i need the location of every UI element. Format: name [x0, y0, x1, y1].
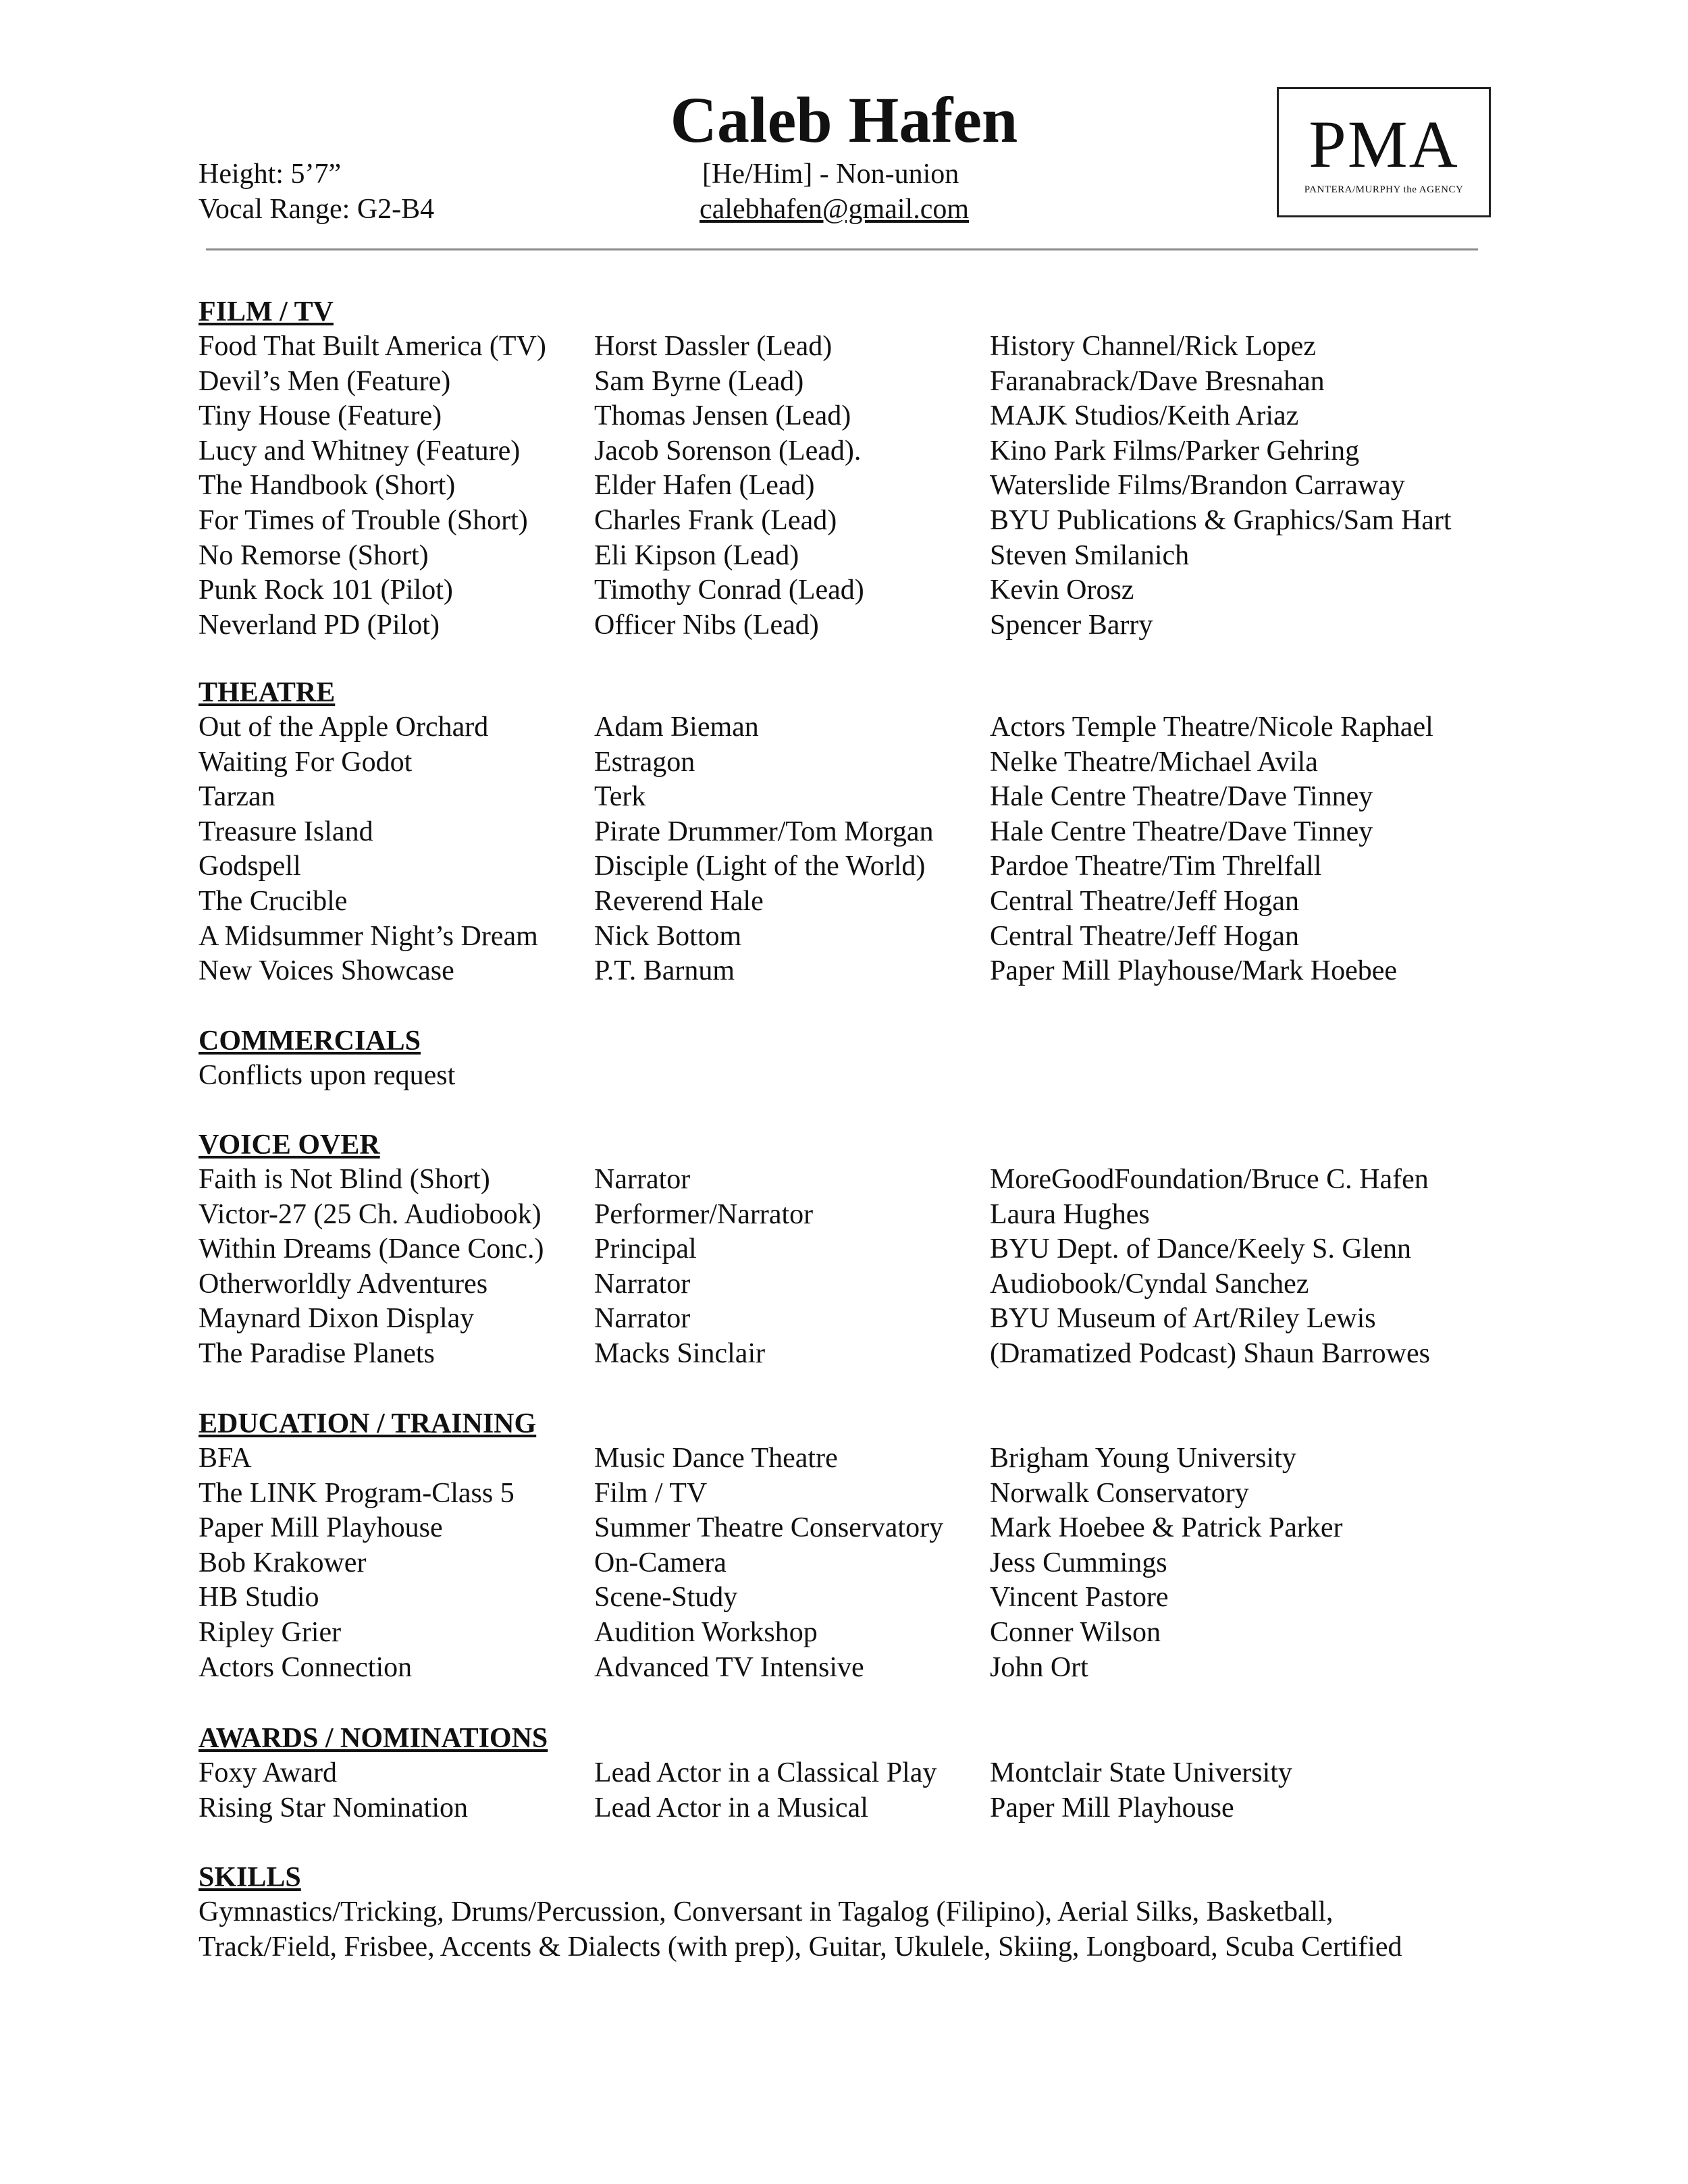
credit-company: Actors Temple Theatre/Nicole Raphael	[990, 712, 1433, 743]
credit-row	[199, 504, 1503, 539]
credit-row	[199, 608, 1503, 643]
credit-row	[199, 365, 1503, 400]
actor-name: Caleb Hafen	[670, 84, 1018, 156]
credit-role: Thomas Jensen (Lead)	[594, 400, 851, 432]
credit-title: Foxy Award	[199, 1757, 337, 1788]
credit-row	[199, 884, 1503, 920]
credit-role: Estragon	[594, 746, 695, 778]
credit-row	[199, 849, 1503, 884]
credit-company: John Ort	[990, 1651, 1088, 1683]
agency-logo-subtitle: PANTERA/MURPHY the AGENCY	[1304, 184, 1464, 195]
credit-role: Charles Frank (Lead)	[594, 504, 837, 536]
credit-role: Summer Theatre Conservatory	[594, 1512, 944, 1544]
credit-title: Godspell	[199, 851, 301, 882]
credit-company: Central Theatre/Jeff Hogan	[990, 885, 1299, 917]
credit-row	[199, 1198, 1503, 1233]
credit-company: Spencer Barry	[990, 609, 1153, 641]
height-info: Height: 5’7”	[199, 159, 342, 190]
pronouns-union-info: [He/Him] - Non-union	[702, 159, 959, 190]
credit-list	[199, 1441, 1503, 1685]
credit-list	[199, 710, 1503, 989]
credit-row	[199, 469, 1503, 504]
credit-company: Audiobook/Cyndal Sanchez	[990, 1268, 1309, 1300]
credit-role: Lead Actor in a Musical	[594, 1792, 868, 1823]
credit-company: Kino Park Films/Parker Gehring	[990, 435, 1360, 467]
credit-list	[199, 1163, 1503, 1372]
credit-list	[199, 1756, 1503, 1826]
credit-row	[199, 434, 1503, 469]
credit-company: Paper Mill Playhouse	[990, 1792, 1234, 1823]
credit-row	[199, 954, 1503, 989]
credit-row	[199, 399, 1503, 434]
section-theatre	[199, 675, 1503, 989]
credit-title: Otherworldly Adventures	[199, 1268, 488, 1300]
credit-role: Adam Bieman	[594, 712, 759, 743]
credit-row	[199, 329, 1503, 365]
credit-role: Officer Nibs (Lead)	[594, 609, 819, 641]
credit-title: Out of the Apple Orchard	[199, 712, 489, 743]
credit-role: Horst Dassler (Lead)	[594, 331, 833, 362]
credit-row	[199, 1337, 1503, 1372]
credit-title: The Handbook (Short)	[199, 470, 456, 502]
credit-title: Devil’s Men (Feature)	[199, 365, 451, 397]
credit-row	[199, 1546, 1503, 1581]
section-title: THEATRE	[199, 677, 336, 708]
section-title: FILM / TV	[199, 296, 334, 327]
commercials-note: Conflicts upon request	[199, 1060, 456, 1091]
credit-role: Lead Actor in a Classical Play	[594, 1757, 937, 1788]
credit-title: The Crucible	[199, 885, 348, 917]
credit-company: BYU Dept. of Dance/Keely S. Glenn	[990, 1233, 1412, 1265]
credit-company: BYU Museum of Art/Riley Lewis	[990, 1303, 1376, 1335]
credit-role: Macks Sinclair	[594, 1337, 766, 1369]
credit-title: Bob Krakower	[199, 1547, 367, 1578]
credit-company: Vincent Pastore	[990, 1582, 1169, 1614]
credit-title: The Paradise Planets	[199, 1337, 435, 1369]
agency-logo	[1277, 87, 1491, 217]
section-title: SKILLS	[199, 1862, 301, 1893]
skills-line: Gymnastics/Tricking, Drums/Percussion, Conversant in Tagalog (Filipino), Aerial Silks, Basketball,	[199, 1896, 1334, 1927]
credit-title: Victor-27 (25 Ch. Audiobook)	[199, 1198, 542, 1230]
credit-company: Central Theatre/Jeff Hogan	[990, 920, 1299, 952]
credit-title: Treasure Island	[199, 816, 373, 847]
credit-role: Narrator	[594, 1164, 691, 1195]
credit-role: Sam Byrne (Lead)	[594, 365, 804, 397]
credit-title: Rising Star Nomination	[199, 1792, 468, 1823]
credit-row	[199, 1441, 1503, 1476]
credit-title: Faith is Not Blind (Short)	[199, 1164, 490, 1195]
credit-role: P.T. Barnum	[594, 955, 735, 987]
credit-row	[199, 1791, 1503, 1826]
credit-role: Advanced TV Intensive	[594, 1651, 864, 1683]
credit-title: HB Studio	[199, 1582, 319, 1614]
section-voice-over	[199, 1127, 1503, 1372]
credit-title: BFA	[199, 1443, 252, 1474]
credit-company: Nelke Theatre/Michael Avila	[990, 746, 1318, 778]
credit-company: Montclair State University	[990, 1757, 1292, 1788]
credit-role: Pirate Drummer/Tom Morgan	[594, 816, 934, 847]
credit-row	[199, 573, 1503, 608]
credit-company: Conner Wilson	[990, 1616, 1161, 1648]
credit-row	[199, 1476, 1503, 1512]
skills-line: Track/Field, Frisbee, Accents & Dialects (with prep), Guitar, Ukulele, Skiing, Longboard, Scuba Certified	[199, 1931, 1402, 1963]
section-title: COMMERCIALS	[199, 1026, 421, 1057]
section-awards	[199, 1721, 1503, 1826]
credit-company: Paper Mill Playhouse/Mark Hoebee	[990, 955, 1398, 987]
credit-company: Brigham Young University	[990, 1443, 1296, 1474]
credit-role: Terk	[594, 781, 646, 813]
credit-role: Scene-Study	[594, 1582, 738, 1614]
credit-row	[199, 539, 1503, 574]
section-title: VOICE OVER	[199, 1129, 380, 1161]
section-film-tv	[199, 294, 1503, 643]
credit-role: On-Camera	[594, 1547, 727, 1578]
credit-row	[199, 710, 1503, 745]
credit-title: Lucy and Whitney (Feature)	[199, 435, 521, 467]
credit-company: MoreGoodFoundation/Bruce C. Hafen	[990, 1164, 1429, 1195]
section-title: AWARDS / NOMINATIONS	[199, 1723, 548, 1754]
credit-company: (Dramatized Podcast) Shaun Barrowes	[990, 1337, 1430, 1369]
section-skills	[199, 1860, 1402, 1965]
credit-title: Actors Connection	[199, 1651, 413, 1683]
credit-role: Principal	[594, 1233, 697, 1265]
credit-company: Laura Hughes	[990, 1198, 1150, 1230]
credit-list	[199, 329, 1503, 643]
header-divider	[206, 248, 1478, 250]
credit-row	[199, 1302, 1503, 1337]
credit-title: No Remorse (Short)	[199, 539, 429, 571]
credit-company: Jess Cummings	[990, 1547, 1167, 1578]
credit-title: For Times of Trouble (Short)	[199, 504, 528, 536]
credit-company: Hale Centre Theatre/Dave Tinney	[990, 781, 1373, 813]
email-link[interactable]: calebhafen@gmail.com	[700, 194, 969, 225]
credit-company: History Channel/Rick Lopez	[990, 331, 1316, 362]
credit-row	[199, 1756, 1503, 1791]
credit-company: BYU Publications & Graphics/Sam Hart	[990, 504, 1452, 536]
section-education	[199, 1406, 1503, 1685]
credit-role: Reverend Hale	[594, 885, 764, 917]
credit-row	[199, 1651, 1503, 1686]
credit-row	[199, 1511, 1503, 1546]
credit-role: Film / TV	[594, 1477, 708, 1509]
credit-title: Ripley Grier	[199, 1616, 342, 1648]
credit-role: Audition Workshop	[594, 1616, 818, 1648]
credit-company: Kevin Orosz	[990, 575, 1134, 606]
credit-role: Music Dance Theatre	[594, 1443, 838, 1474]
credit-role: Disciple (Light of the World)	[594, 851, 926, 882]
credit-row	[199, 1616, 1503, 1651]
credit-row	[199, 1267, 1503, 1302]
credit-role: Eli Kipson (Lead)	[594, 539, 799, 571]
credit-role: Performer/Narrator	[594, 1198, 814, 1230]
credit-row	[199, 1163, 1503, 1198]
credit-role: Narrator	[594, 1303, 691, 1335]
credit-title: Tarzan	[199, 781, 275, 813]
credit-row	[199, 815, 1503, 850]
credit-company: Pardoe Theatre/Tim Threlfall	[990, 851, 1322, 882]
credit-title: A Midsummer Night’s Dream	[199, 920, 538, 952]
credit-title: Food That Built America (TV)	[199, 331, 546, 362]
credit-role: Narrator	[594, 1268, 691, 1300]
credit-company: Faranabrack/Dave Bresnahan	[990, 365, 1325, 397]
credit-company: MAJK Studios/Keith Ariaz	[990, 400, 1299, 432]
credit-company: Norwalk Conservatory	[990, 1477, 1249, 1509]
section-title: EDUCATION / TRAINING	[199, 1408, 537, 1439]
credit-row	[199, 1580, 1503, 1616]
credit-role: Elder Hafen (Lead)	[594, 470, 815, 502]
credit-company: Hale Centre Theatre/Dave Tinney	[990, 816, 1373, 847]
credit-title: Within Dreams (Dance Conc.)	[199, 1233, 544, 1265]
credit-title: The LINK Program-Class 5	[199, 1477, 515, 1509]
section-commercials	[199, 1023, 455, 1094]
credit-title: Paper Mill Playhouse	[199, 1512, 443, 1544]
credit-title: Punk Rock 101 (Pilot)	[199, 575, 453, 606]
credit-row	[199, 780, 1503, 815]
credit-role: Jacob Sorenson (Lead).	[594, 435, 862, 467]
credit-company: Mark Hoebee & Patrick Parker	[990, 1512, 1343, 1544]
agency-logo-mark: PMA	[1309, 107, 1459, 182]
credit-company: Steven Smilanich	[990, 539, 1190, 571]
credit-title: Neverland PD (Pilot)	[199, 609, 440, 641]
vocal-range-info: Vocal Range: G2-B4	[199, 194, 435, 225]
credit-row	[199, 920, 1503, 955]
credit-role: Nick Bottom	[594, 920, 742, 952]
credit-title: Waiting For Godot	[199, 746, 413, 778]
credit-title: Tiny House (Feature)	[199, 400, 442, 432]
credit-row	[199, 1232, 1503, 1267]
credit-title: New Voices Showcase	[199, 955, 454, 987]
credit-role: Timothy Conrad (Lead)	[594, 575, 864, 606]
credit-title: Maynard Dixon Display	[199, 1303, 475, 1335]
credit-row	[199, 745, 1503, 780]
credit-company: Waterslide Films/Brandon Carraway	[990, 470, 1405, 502]
